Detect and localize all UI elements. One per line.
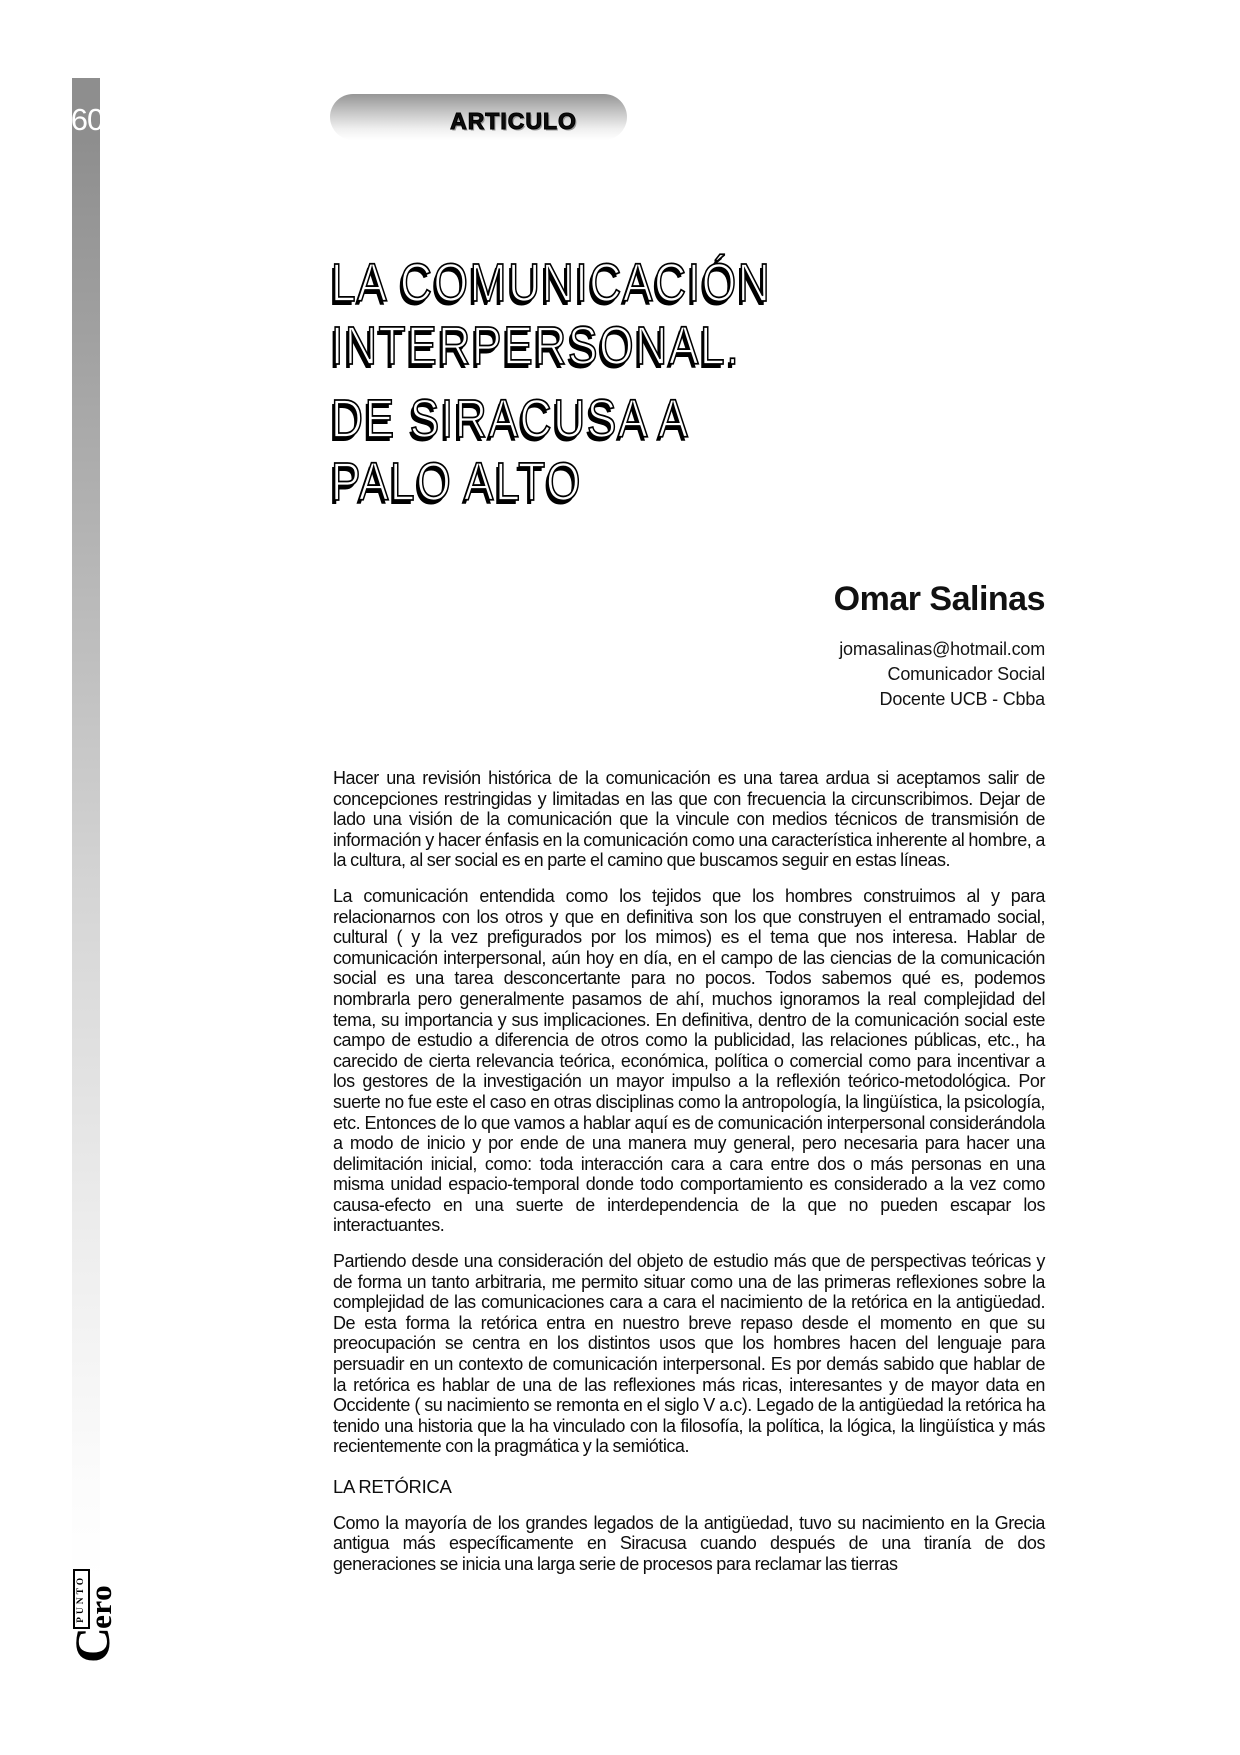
title-line-1: LA COMUNICACIÓN bbox=[331, 253, 772, 313]
paragraph-1: Hacer una revisión histórica de la comunicación es una tarea ardua si aceptamos salir de concepciones restringidas y limitadas en las que con frecuencia la circunscribimos. Dejar de lado una visión de la comunicación que la vincule con medios técnicos de transmisión de información y hacer énfasis en la comunicación como una característica inherente al hombre, a la cultura, al ser social es en parte el camino que buscamos seguir en estas líneas. bbox=[333, 768, 1045, 871]
logo-punto-box: PUNTO bbox=[73, 1569, 90, 1629]
article-section-label: ARTICULO bbox=[450, 107, 577, 134]
punto-cero-logo bbox=[64, 1568, 120, 1663]
author-name: Omar Salinas bbox=[833, 580, 1045, 618]
title-line-3: DE SIRACUSA A bbox=[331, 389, 690, 449]
author-block bbox=[333, 580, 1045, 712]
article-title bbox=[331, 252, 1053, 514]
paragraph-4: Como la mayoría de los grandes legados de la antigüedad, tuvo su nacimiento en la Grecia antigua más específicamente en Siracusa cuando después de una tiranía de dos generaciones se inicia una larga serie de procesos para reclamar las tierras bbox=[333, 1512, 1045, 1574]
page-number: 60 bbox=[70, 102, 104, 137]
article-section-pill bbox=[330, 94, 627, 140]
logo-right-stack bbox=[73, 1569, 118, 1629]
title-line-4: PALO ALTO bbox=[331, 452, 583, 512]
title-line-2: INTERPERSONAL. bbox=[331, 316, 741, 376]
section-heading-la-retorica: LA RETÓRICA bbox=[333, 1476, 452, 1497]
article-body bbox=[333, 768, 1045, 1589]
author-role: Comunicador Social bbox=[887, 664, 1045, 684]
author-affiliation: Docente UCB - Cbba bbox=[879, 689, 1045, 709]
paragraph-2: La comunicación entendida como los tejidos que los hombres construimos al y para relacionarnos con los otros y que en definitiva son los que construyen el entramado social, cultural ( y la vez prefigurados por los mimos) es el tema que nos interesa. Hablar de comunicación interpersonal, aún hoy en día, en el campo de las ciencias de la comunicación social es una tarea desconcertante para no pocos. Todos sabemos qué es, podemos nombrarla pero generalmente pasamos de ahí, muchos ignoramos la real complejidad del tema, su importancia y sus implicaciones. En definitiva, dentro de la comunicación social este campo de estudio a diferencia de otros como la publicidad, las relaciones públicas, etc., ha carecido de cierta relevancia teórica, económica, política o comercial como para incentivar a los gestores de la investigación un mayor impulso a la reflexión teórico-metodológica. Por suerte no fue este el caso en otras disciplinas como la antropología, la lingüística, la psicología, etc. Entonces de lo que vamos a hablar aquí es de comunicación interpersonal considerándola a modo de inicio y por ende de una manera muy general, pero necesaria para hacer una delimitación inicial, como: toda interacción cara a cara entre dos o más personas en una misma unidad espacio-temporal donde todo comportamiento es considerado a la vez como causa-efecto en una suerte de interdependencia de la que no pueden escapar los interactuantes. bbox=[333, 885, 1045, 1236]
logo-ero-text: ero bbox=[83, 1584, 118, 1629]
logo-initial-c: C bbox=[64, 1626, 120, 1663]
paragraph-3: Partiendo desde una consideración del objeto de estudio más que de perspectivas teóricas y de forma un tanto arbitraria, me permito situar como una de las primeras reflexiones sobre la complejidad de las comunicaciones cara a cara el nacimiento de la retórica en la antigüedad. De esta forma la retórica entra en nuestro breve repaso desde el momento en que su preocupación se centra en los distintos usos que los hombres hacen del lenguaje para persuadir en un contexto de comunicación interpersonal. Es por demás sabido que hablar de la retórica es hablar de una de las reflexiones más ricas, interesantes y de mayor data en Occidente ( su nacimiento se remonta en el siglo V a.c). Legado de la antigüedad la retórica ha tenido una historia que la ha vinculado con la filosofía, la política, la lógica, la lingüística y más recientemente con la pragmática y la semiótica. bbox=[333, 1251, 1045, 1457]
sidebar-gradient-bar bbox=[72, 78, 100, 1580]
author-email: jomasalinas@hotmail.com bbox=[839, 639, 1045, 659]
